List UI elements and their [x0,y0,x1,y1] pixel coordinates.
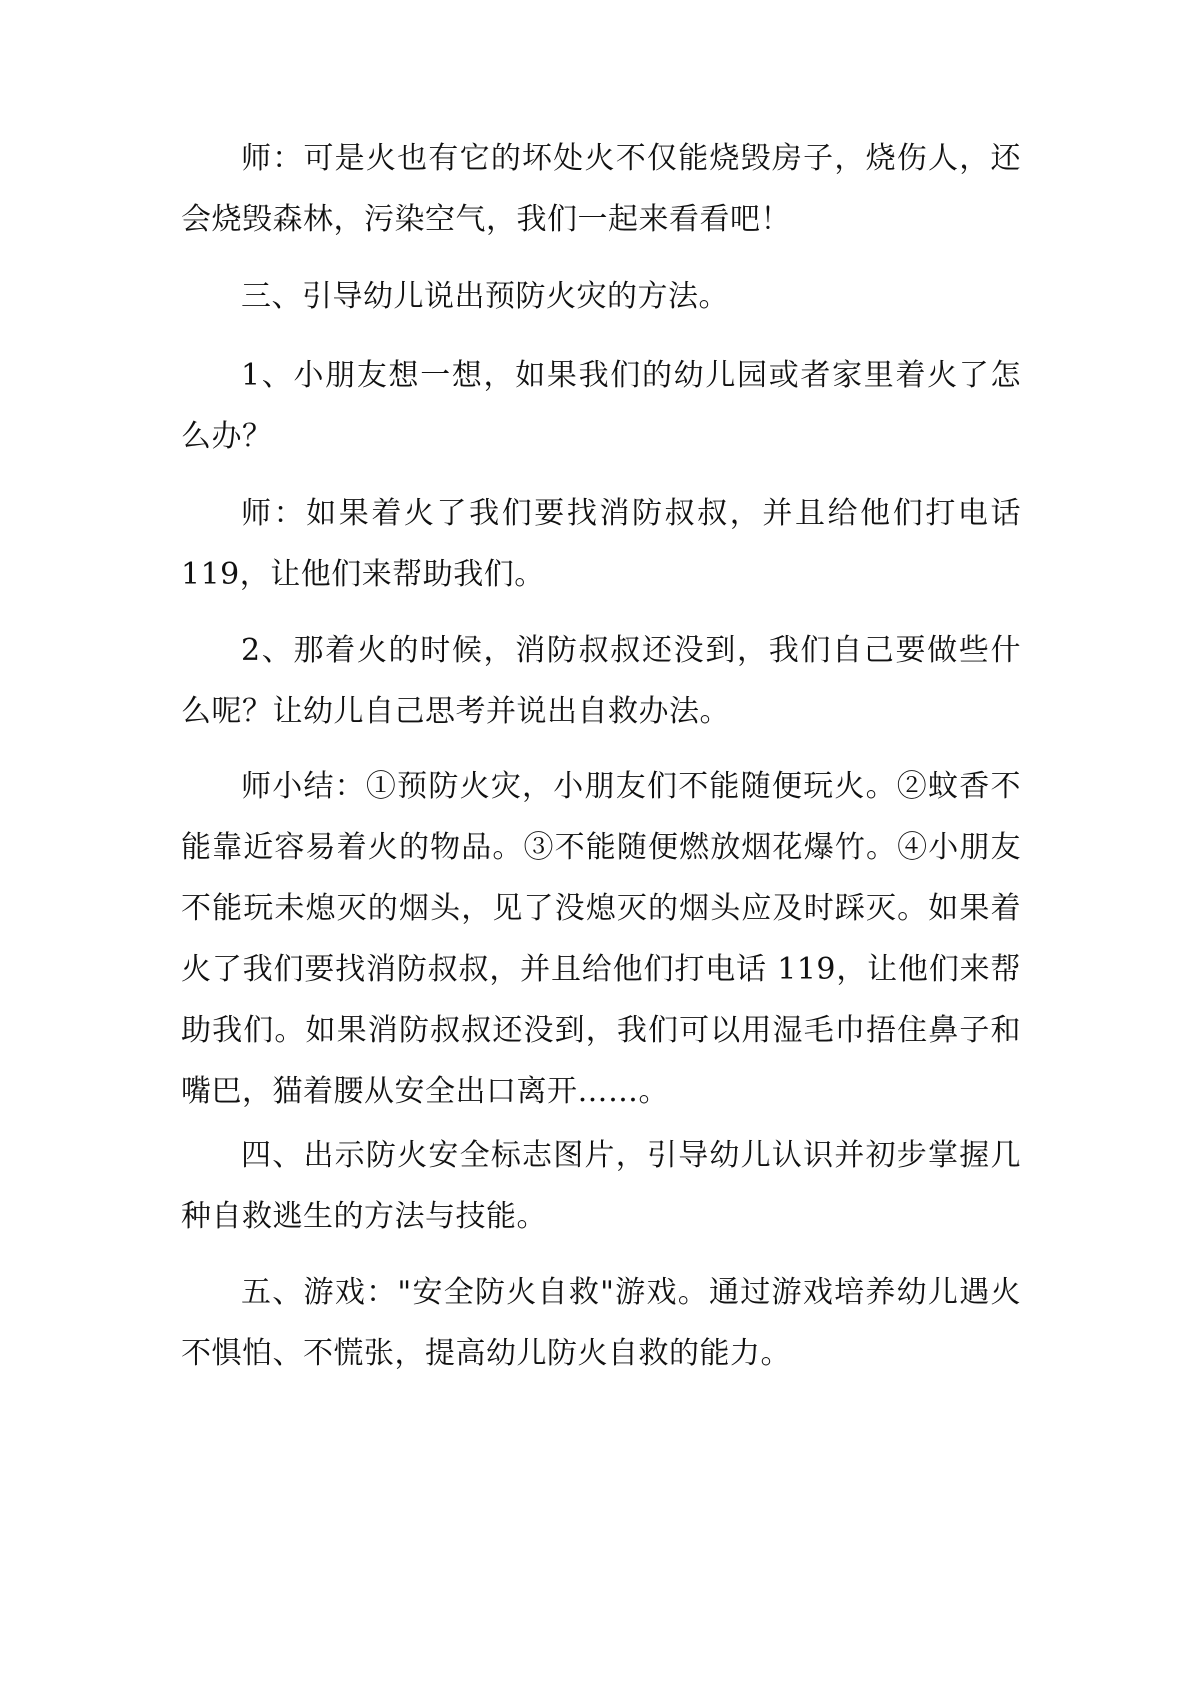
paragraph-question-two: 2、那着火的时候，消防叔叔还没到，我们自己要做些什么呢？让幼儿自己思考并说出自救办法。 [181,633,1021,729]
section-heading-three: 三、引导幼儿说出预防火灾的方法。 [241,279,729,314]
paragraph-question-one: 1、小朋友想一想，如果我们的幼儿园或者家里着火了怎么办？ [181,358,1021,454]
paragraph-teacher-call-119: 师：如果着火了我们要找消防叔叔，并且给他们打电话 119，让他们来帮助我们。 [181,496,1021,592]
section-heading-four: 四、出示防火安全标志图片，引导幼儿认识并初步掌握几种自救逃生的方法与技能。 [181,1138,1021,1234]
paragraph-teacher-fire-harm: 师：可是火也有它的坏处火不仅能烧毁房子，烧伤人，还会烧毁森林，污染空气，我们一起来看看吧！ [181,141,1021,237]
paragraph-teacher-summary: 师小结：①预防火灾，小朋友们不能随便玩火。②蚊香不能靠近容易着火的物品。③不能随便燃放烟花爆竹。④小朋友不能玩未熄灭的烟头，见了没熄灭的烟头应及时踩灭。如果着火了我们要找消防叔叔，并且给他们打电话 119，让他们来帮助我们。如果消防叔叔还没到，我们可以用湿毛巾捂住鼻子和嘴巴，猫着腰从安全出口离开……。 [181,769,1021,1109]
section-heading-five: 五、游戏："安全防火自救"游戏。通过游戏培养幼儿遇火不惧怕、不慌张，提高幼儿防火自救的能力。 [181,1275,1021,1371]
